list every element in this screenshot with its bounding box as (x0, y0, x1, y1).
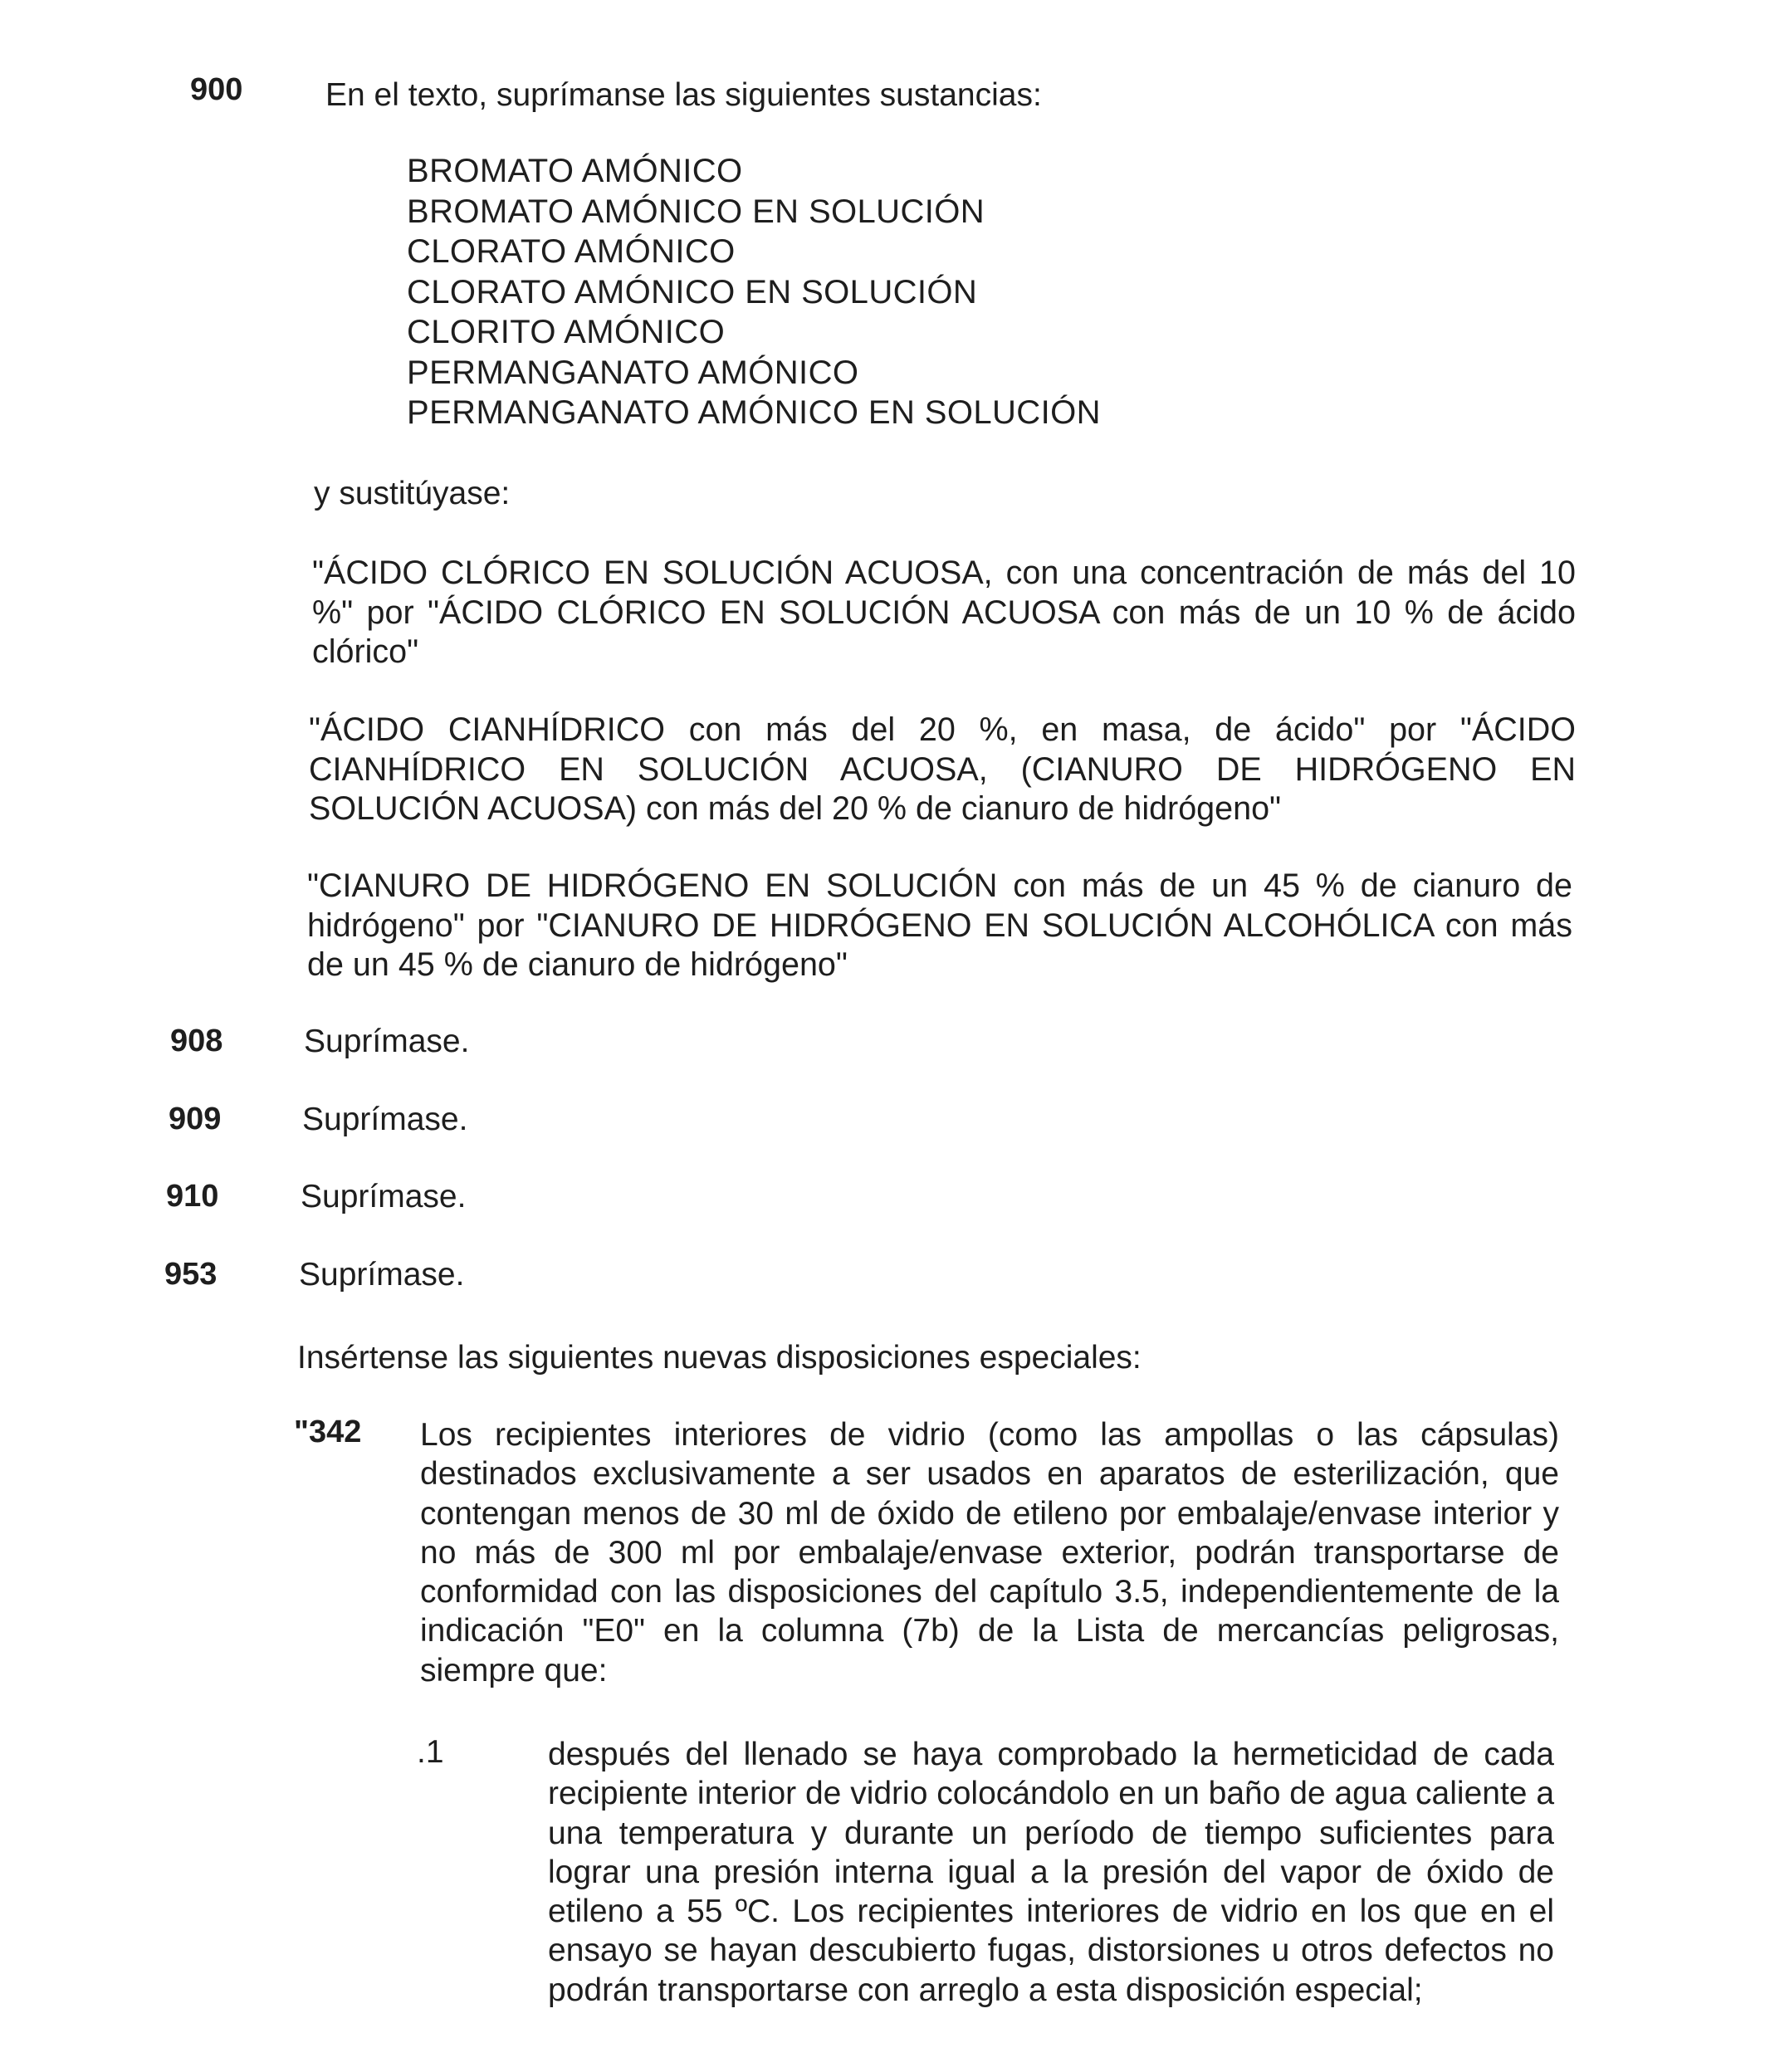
substance-item: PERMANGANATO AMÓNICO EN SOLUCIÓN (407, 394, 1101, 431)
substance-item: BROMATO AMÓNICO (407, 153, 743, 189)
substance-item: PERMANGANATO AMÓNICO (407, 354, 859, 391)
substance-item: CLORATO AMÓNICO EN SOLUCIÓN (407, 273, 978, 310)
item-label: .1 (417, 1734, 444, 1770)
item-text: después del llenado se haya comprobado la hermeticidad de cada recipiente interior de vidrio colocándolo en un baño de agua caliente a una temperatura y durante un período de tiempo suficientes para lograr una presión interna igual a la presión del vapor de óxido de etileno a 55 ºC. Los recipientes interiores de vidrio en los que en el ensayo se hayan descubierto fugas, distorsiones u otros defectos no podrán transportarse con arreglo a esta disposición especial; (548, 1737, 1555, 2008)
row-text-908: Suprímase. (304, 1024, 470, 1059)
row-text-900: En el texto, suprímanse las siguientes sustancias: (325, 77, 1042, 113)
replace-intro: y sustitúyase: (314, 476, 511, 511)
row-number-953: 953 (164, 1257, 218, 1292)
provision-number: "342 (294, 1415, 362, 1449)
row-text-909: Suprímase. (302, 1102, 468, 1137)
replacement-paragraph: "ÁCIDO CLÓRICO EN SOLUCIÓN ACUOSA, con una concentración de más del 10 %" por "ÁCIDO CLÓRICO EN SOLUCIÓN ACUOSA con más de un 10 % de ácido clórico" (312, 555, 1576, 670)
row-text-953: Suprímase. (299, 1257, 465, 1293)
provision-text: Los recipientes interiores de vidrio (como las ampollas o las cápsulas) destinados exclusivamente a ser usados en aparatos de esterilización, que contengan menos de 30 ml de óxido de etileno por embalaje/envase interior y no más de 300 ml por embalaje/envase exterior, podrán transportarse de conformidad con las disposiciones del capítulo 3.5, independientemente de la indicación "E0" en la columna (7b) de la Lista de mercancías peligrosas, siempre que: (420, 1417, 1559, 1688)
replacement-paragraph: "CIANURO DE HIDRÓGENO EN SOLUCIÓN con más de un 45 % de cianuro de hidrógeno" por "CIANURO DE HIDRÓGENO EN SOLUCIÓN ALCOHÓLICA con más de un 45 % de cianuro de hidrógeno" (307, 867, 1572, 983)
row-number-900: 900 (190, 72, 243, 107)
substance-item: CLORITO AMÓNICO (407, 314, 726, 350)
substance-item: BROMATO AMÓNICO EN SOLUCIÓN (407, 193, 985, 230)
replacement-paragraph: "ÁCIDO CIANHÍDRICO con más del 20 %, en masa, de ácido" por "ÁCIDO CIANHÍDRICO EN SOLUCIÓN ACUOSA, (CIANURO DE HIDRÓGENO EN SOLUCIÓN ACUOSA) con más del 20 % de cianuro de hidrógeno" (309, 711, 1576, 827)
insert-intro: Insértense las siguientes nuevas disposiciones especiales: (297, 1340, 1142, 1376)
row-number-910: 910 (166, 1179, 219, 1214)
substance-list (407, 151, 1101, 433)
row-number-909: 909 (169, 1102, 222, 1136)
substance-item: CLORATO AMÓNICO (407, 233, 736, 270)
row-text-910: Suprímase. (301, 1179, 467, 1214)
row-number-908: 908 (170, 1024, 223, 1058)
